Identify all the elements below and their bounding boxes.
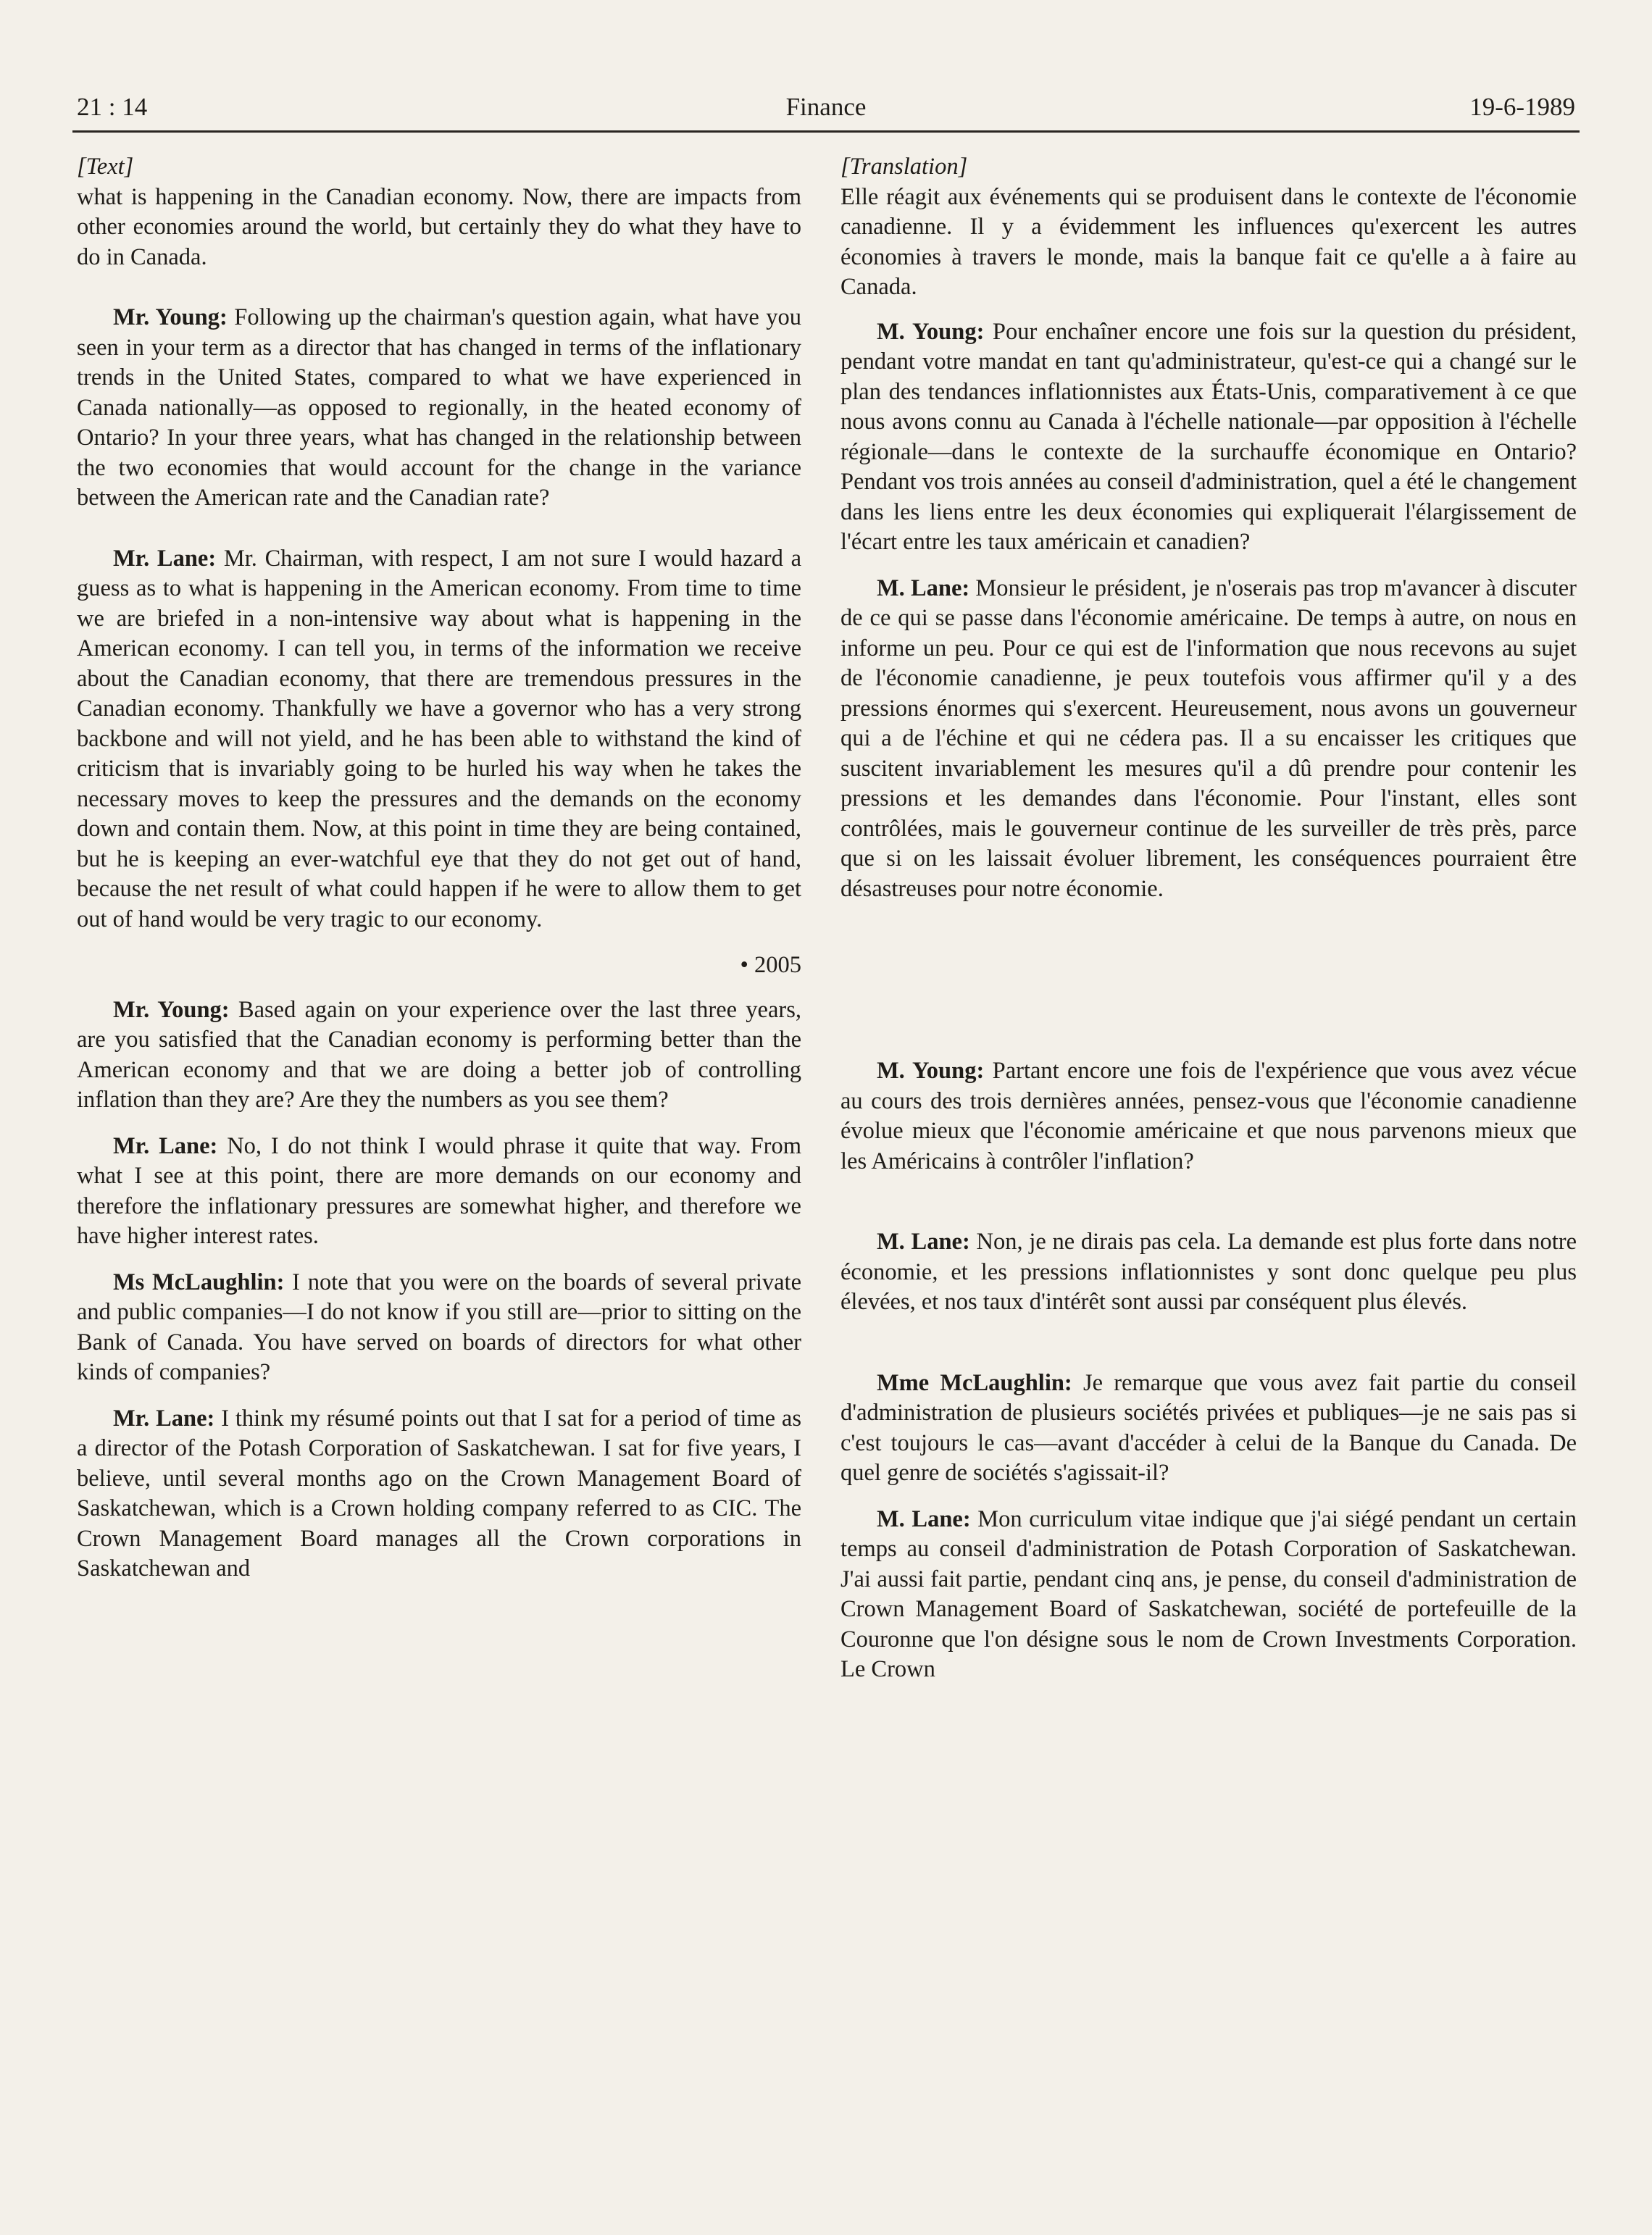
speaker-name: M. Lane: (877, 575, 970, 601)
speaker-name: Mr. Young: (113, 304, 228, 330)
paragraph (840, 574, 1577, 905)
speaker-name: Mr. Lane: (113, 1132, 218, 1159)
speaker-name: Mr. Young: (113, 996, 230, 1023)
speaker-name: M. Lane: (877, 1229, 970, 1255)
paragraph (840, 1369, 1577, 1489)
paragraph-text: Partant encore une fois de l'expérience que vous avez vécue au cours des trois dernières années, pensez-vous que l'économie canadienne évolue mieux que l'économie américaine et que nous parvenons mieux que les Américains à contrôler l'inflation? (840, 1058, 1577, 1174)
paragraph-text: Following up the chairman's question again, what have you seen in your term as a director that has changed in terms of the inflationary trends in the United States, compared to what we have experienced in Canada nationally—as opposed to regionally, in the heated economy of Ontario? In your three years, what has changed in the relationship between the two economies that would account for the change in the variance between the American rate and the Canadian rate? (77, 304, 801, 511)
speaker-name: M. Young: (877, 1058, 985, 1084)
paragraph (77, 1268, 801, 1388)
speaker-name: M. Lane: (877, 1505, 971, 1532)
paragraph (840, 1056, 1577, 1177)
speaker-name: M. Young: (877, 318, 985, 345)
paragraph (840, 183, 1577, 303)
page-number: 21 : 14 (77, 93, 148, 121)
language-tag: [Translation] (840, 154, 968, 180)
paragraph (77, 544, 801, 935)
paragraph (77, 1132, 801, 1252)
speaker-name: Mr. Lane: (113, 545, 217, 572)
french-column (840, 152, 1577, 1685)
paragraph-text: what is happening in the Canadian economy. Now, there are impacts from other economies around the world, but certainly they do what they have to do in Canada. (77, 183, 801, 270)
header-rule (72, 130, 1580, 133)
speaker-name: Ms McLaughlin: (113, 1269, 285, 1295)
paragraph (77, 995, 801, 1116)
paragraph-text: Je remarque que vous avez fait partie du conseil d'administration de plusieurs sociétés privées et publiques—je ne sais pas si c'est toujours le cas—avant d'accéder à celui de la Banque du Canada. De quel genre de sociétés s'agissait-il? (840, 1369, 1577, 1486)
paragraph-text: I think my résumé points out that I sat for a period of time as a director of the Potash Corporation of Saskatchewan. I sat for five years, I believe, until several months ago on the Crown Management Board of Saskatchewan, which is a Crown holding company referred to as CIC. The Crown Management Board manages all the Crown corporations in Saskatchewan and (77, 1405, 801, 1582)
paragraph-text: Mon curriculum vitae indique que j'ai siégé pendant un certain temps au conseil d'administration de Potash Corporation of Saskatchewan. J'ai aussi fait partie, pendant cinq ans, je pense, du conseil d'administration de Crown Management Board of Saskatchewan, société de portefeuille de la Couronne que l'on désigne sous le nom de Crown Investments Corporation. Le Crown (840, 1505, 1577, 1682)
paragraph-text: No, I do not think I would phrase it quite that way. From what I see at this point, there are more demands on our economy and therefore the inflationary pressures are somewhat higher, and therefore we have higher interest rates. (77, 1132, 802, 1249)
speaker-name: Mme McLaughlin: (877, 1369, 1072, 1396)
paragraph (840, 1227, 1577, 1318)
english-column (77, 152, 801, 1584)
paragraph-text: Non, je ne dirais pas cela. La demande est plus forte dans notre économie, et les pressions inflationnistes y sont donc quelque peu plus élevées, et nos taux d'intérêt sont aussi par conséquent plus élevés. (840, 1229, 1577, 1315)
paragraph-text: Mr. Chairman, with respect, I am not sure I would hazard a guess as to what is happening in the American economy. From time to time we are briefed in a non-intensive way about what is happening in the American economy. I can tell you, in terms of the information we receive about the Canadian economy, that there are tremendous pressures in the Canadian economy. Thankfully we have a governor who has a very strong backbone and will not yield, and he has been able to withstand the kind of criticism that is invariably going to be hurled his way when he takes the necessary moves to keep the pressures and the demands on the economy down and contain them. Now, at this point in time they are being contained, but he is keeping an ever-watchful eye that they do not get out of hand, because the net result of what could happen if he were to allow them to get out of hand would be very tragic to our economy. (77, 545, 801, 932)
paragraph-text: Monsieur le président, je n'oserais pas trop m'avancer à discuter de ce qui se passe dans l'économie américaine. De temps à autre, on nous en informe un peu. Pour ce qui est de l'information que nous recevons au sujet de l'économie canadienne, je peux toutefois vous affirmer qu'il y a des pressions énormes qui s'exercent. Heureusement, nous avons un gouverneur qui a de l'échine et qui ne cédera pas. Il a su encaisser les critiques que suscitent invariablement les mesures qu'il a dû prendre pour contenir les pressions et les demandes dans l'économie. Pour l'instant, elles sont contrôlées, mais le gouverneur continue de les surveiller de très près, parce que si on les laissait évoluer librement, les conséquences pourraient être désastreuses pour notre économie. (840, 575, 1577, 902)
paragraph (840, 1505, 1577, 1685)
sitting-date: 19-6-1989 (1469, 93, 1575, 121)
committee-title: Finance (785, 93, 867, 121)
paragraph (77, 303, 801, 514)
paragraph-text: I note that you were on the boards of several private and public companies—I do not know if you still are—prior to sitting on the Bank of Canada. You have served on boards of directors for what other kinds of companies? (77, 1269, 801, 1385)
paragraph (77, 1404, 801, 1584)
paragraph-text: Based again on your experience over the last three years, are you satisfied that the Canadian economy is performing better than the American economy and that we are doing a better job of controlling inflation than they are? Are they the numbers as you see them? (77, 996, 802, 1113)
time-marker: • 2005 (740, 952, 801, 978)
language-tag: [Text] (77, 154, 134, 180)
paragraph-text: Pour enchaîner encore une fois sur la question du président, pendant votre mandat en tant qu'administrateur, qu'est-ce qui a changé sur le plan des tendances inflationnistes aux États-Unis, comparativement à ce que nous avons connu au Canada à l'échelle nationale—par opposition à l'échelle régionale—dans le contexte de la surchauffe économique en Ontario? Pendant vos trois années au conseil d'administration, quel a été le changement dans les liens entre les deux économies qui expliquerait l'élargissement de l'écart entre les taux américain et canadien? (840, 318, 1577, 555)
paragraph (840, 317, 1577, 558)
speaker-name: Mr. Lane: (113, 1405, 215, 1432)
paragraph-text: Elle réagit aux événements qui se produisent dans le contexte de l'économie canadienne. Il y a évidemment les influences qu'exercent les autres économies à travers le monde, mais la banque fait ce qu'elle a à faire au Canada. (840, 183, 1577, 300)
paragraph (77, 183, 801, 273)
